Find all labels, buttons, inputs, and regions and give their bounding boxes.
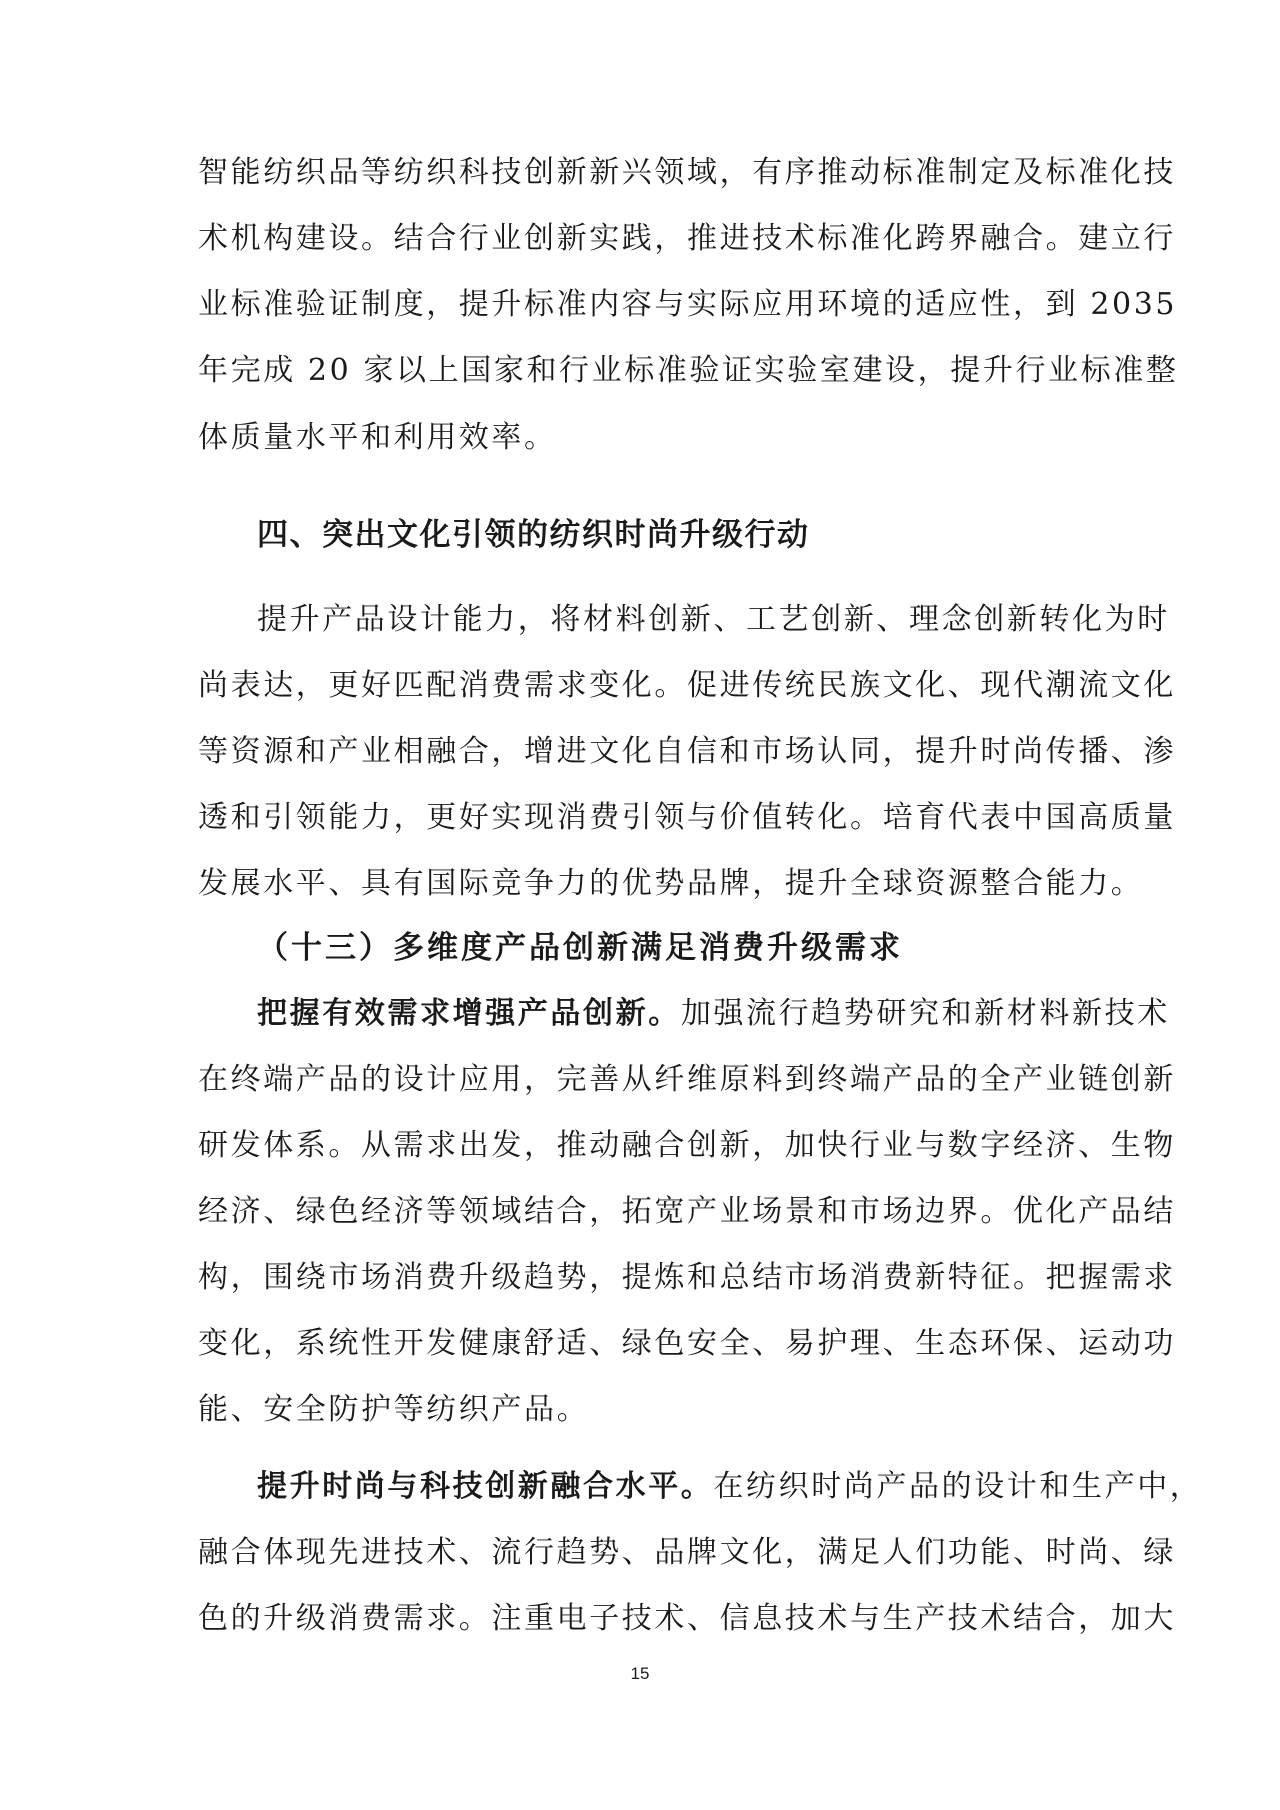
paragraph-text: 加强流行趋势研究和新材料新技术 [680,996,1170,1031]
body-text-line: 术机构建设。结合行业创新实践，推进技术标准化跨界融合。建立行 [198,221,1176,256]
body-text-line: 变化，系统性开发健康舒适、绿色安全、易护理、生态环保、运动功 [198,1326,1176,1361]
body-text-line: 研发体系。从需求出发，推动融合创新，加快行业与数字经济、生物 [198,1128,1176,1163]
body-text-line: 透和引领能力，更好实现消费引领与价值转化。培育代表中国高质量 [198,800,1176,835]
body-text-line: 业标准验证制度，提升标准内容与实际应用环境的适应性，到 2035 [198,287,1178,322]
body-text-line: 构，围绕市场消费升级趋势，提炼和总结市场消费新特征。把握需求 [198,1260,1176,1295]
body-text-line: 体质量水平和利用效率。 [198,420,557,455]
body-text-line: 色的升级消费需求。注重电子技术、信息技术与生产技术结合，加大 [198,1601,1176,1636]
body-text-line-with-lead [257,1467,1203,1507]
body-text-line-with-lead [257,994,1170,1034]
body-text-line: 提升产品设计能力，将材料创新、工艺创新、理念创新转化为时 [257,602,1170,637]
paragraph-lead: 提升时尚与科技创新融合水平。 [257,1469,714,1504]
subsection-heading: （十三）多维度产品创新满足消费升级需求 [257,930,903,966]
body-text-line: 能、安全防护等纺织产品。 [198,1392,590,1427]
section-heading: 四、突出文化引领的纺织时尚升级行动 [257,517,810,553]
body-text-line: 年完成 20 家以上国家和行业标准验证实验室建设，提升行业标准整 [198,353,1179,388]
paragraph-lead: 把握有效需求增强产品创新。 [257,996,681,1031]
body-text-line: 智能纺织品等纺织科技创新新兴领域，有序推动标准制定及标准化技 [198,155,1176,190]
body-text-line: 在终端产品的设计应用，完善从纤维原料到终端产品的全产业链创新 [198,1062,1176,1097]
body-text-line: 融合体现先进技术、流行趋势、品牌文化，满足人们功能、时尚、绿 [198,1535,1176,1570]
body-text-line: 发展水平、具有国际竞争力的优势品牌，提升全球资源整合能力。 [198,866,1144,901]
body-text-line: 经济、绿色经济等领域结合，拓宽产业场景和市场边界。优化产品结 [198,1194,1176,1229]
body-text-line: 尚表达，更好匹配消费需求变化。促进传统民族文化、现代潮流文化 [198,668,1176,703]
body-text-line: 等资源和产业相融合，增进文化自信和市场认同，提升时尚传播、渗 [198,734,1176,769]
page-number: 15 [630,1664,650,1683]
paragraph-text: 在纺织时尚产品的设计和生产中， [713,1469,1203,1504]
